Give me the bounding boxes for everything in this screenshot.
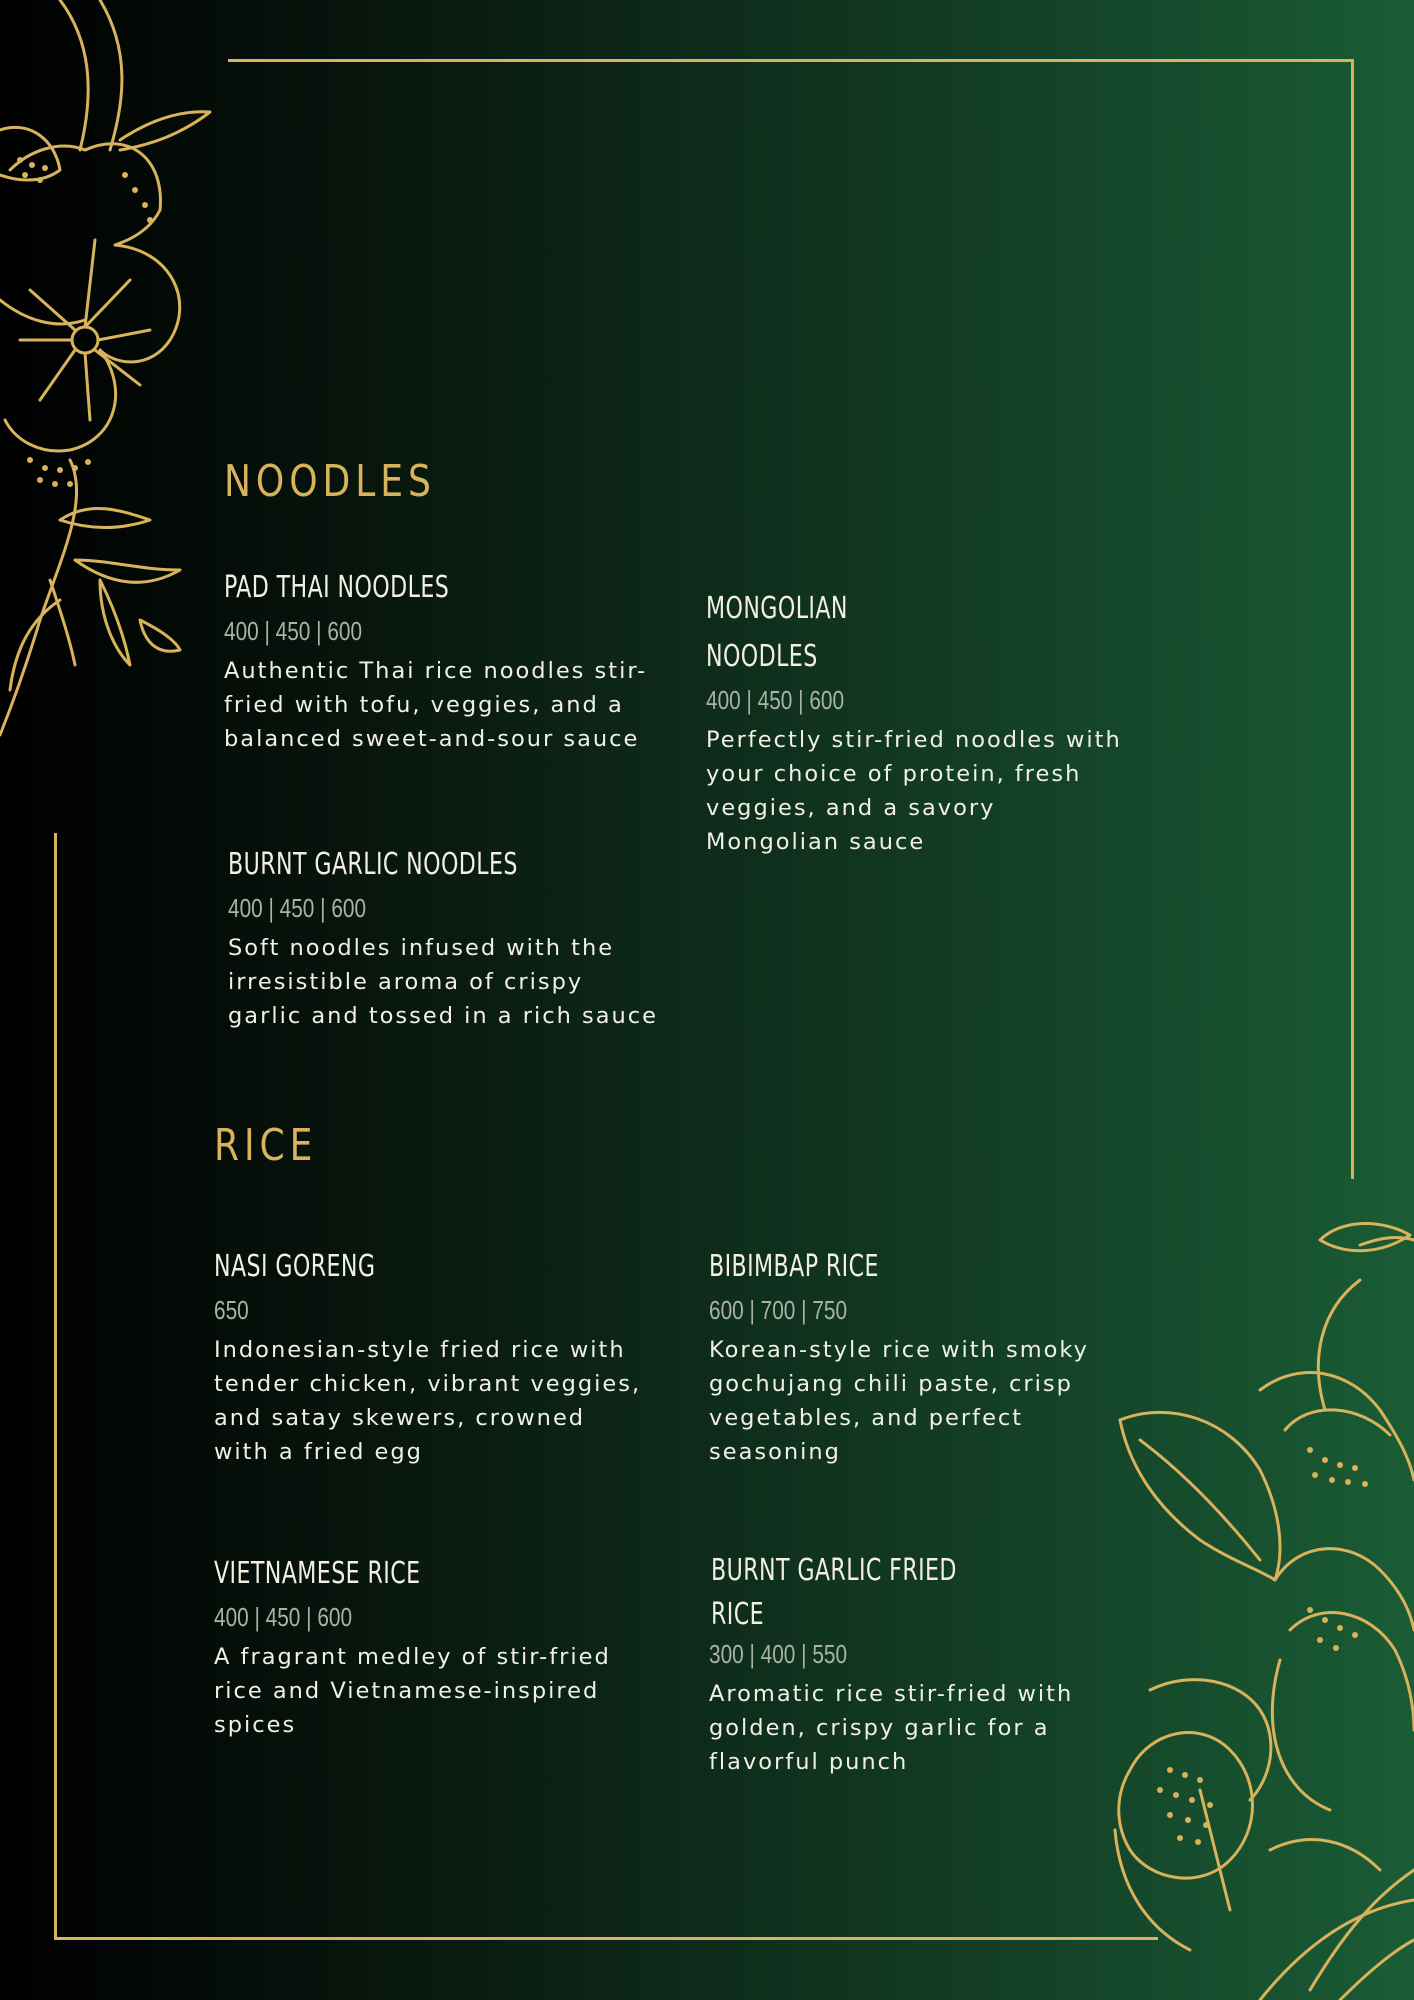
menu-item [228, 841, 658, 1033]
menu-item-price: 600 | 700 | 750 [709, 1295, 848, 1325]
menu-item-name: BURNT GARLIC FRIED [711, 1553, 957, 1588]
menu-item-description: Korean-style rice with smoky gochujang chili paste, crisp vegetables, and perfect seasoning [709, 1337, 1089, 1465]
menu-item [711, 1547, 1121, 1779]
menu-item-name: PAD THAI NOODLES [224, 570, 450, 605]
menu-item-description: Aromatic rice stir-fried with golden, crispy garlic for a flavorful punch [709, 1681, 1074, 1775]
menu-item-name: NASI GORENG [214, 1249, 376, 1284]
menu-item [214, 1550, 644, 1742]
frame-line-left [54, 833, 57, 1940]
gold-flower-line-art-icon [1110, 1210, 1414, 2000]
menu-item-price: 400 | 450 | 600 [228, 893, 367, 923]
menu-item-price: 400 | 450 | 600 [214, 1602, 353, 1632]
menu-item-description: A fragrant medley of stir-fried rice and Vietnamese-inspired spices [214, 1644, 611, 1738]
menu-item-description: Perfectly stir-fried noodles with your choice of protein, fresh veggies, and a savory Mongolian sauce [706, 727, 1122, 855]
menu-item-name-line2: RICE [711, 1597, 764, 1632]
menu-item-name-line2: NOODLES [706, 639, 818, 674]
menu-item-name: VIETNAMESE RICE [214, 1556, 421, 1591]
menu-item-name: MONGOLIAN [706, 591, 848, 626]
menu-item [709, 1243, 1129, 1469]
menu-item-description: Indonesian-style fried rice with tender chicken, vibrant veggies, and satay skewers, crowned with a fried egg [214, 1337, 642, 1465]
section-title-noodles: NOODLES [224, 456, 436, 507]
frame-line-top [228, 59, 1354, 62]
menu-item-price: 400 | 450 | 600 [224, 616, 363, 646]
menu-item [224, 564, 654, 756]
menu-item-price: 650 [214, 1295, 249, 1325]
menu-item-name: BIBIMBAP RICE [709, 1249, 879, 1284]
gold-flower-line-art-icon [0, 0, 220, 740]
menu-item-description: Soft noodles infused with the irresistible aroma of crispy garlic and tossed in a rich sauce [228, 935, 659, 1029]
menu-item-price: 300 | 400 | 550 [709, 1639, 848, 1669]
menu-item-name: BURNT GARLIC NOODLES [228, 847, 518, 882]
menu-item-description: Authentic Thai rice noodles stir- fried with tofu, veggies, and a balanced sweet-and-sour sauce [224, 658, 648, 752]
menu-item [706, 585, 1126, 859]
frame-line-bottom [54, 1937, 1158, 1940]
section-title-rice: RICE [214, 1120, 318, 1171]
menu-item-price: 400 | 450 | 600 [706, 685, 845, 715]
menu-item [214, 1243, 644, 1469]
frame-line-right [1351, 59, 1354, 1179]
